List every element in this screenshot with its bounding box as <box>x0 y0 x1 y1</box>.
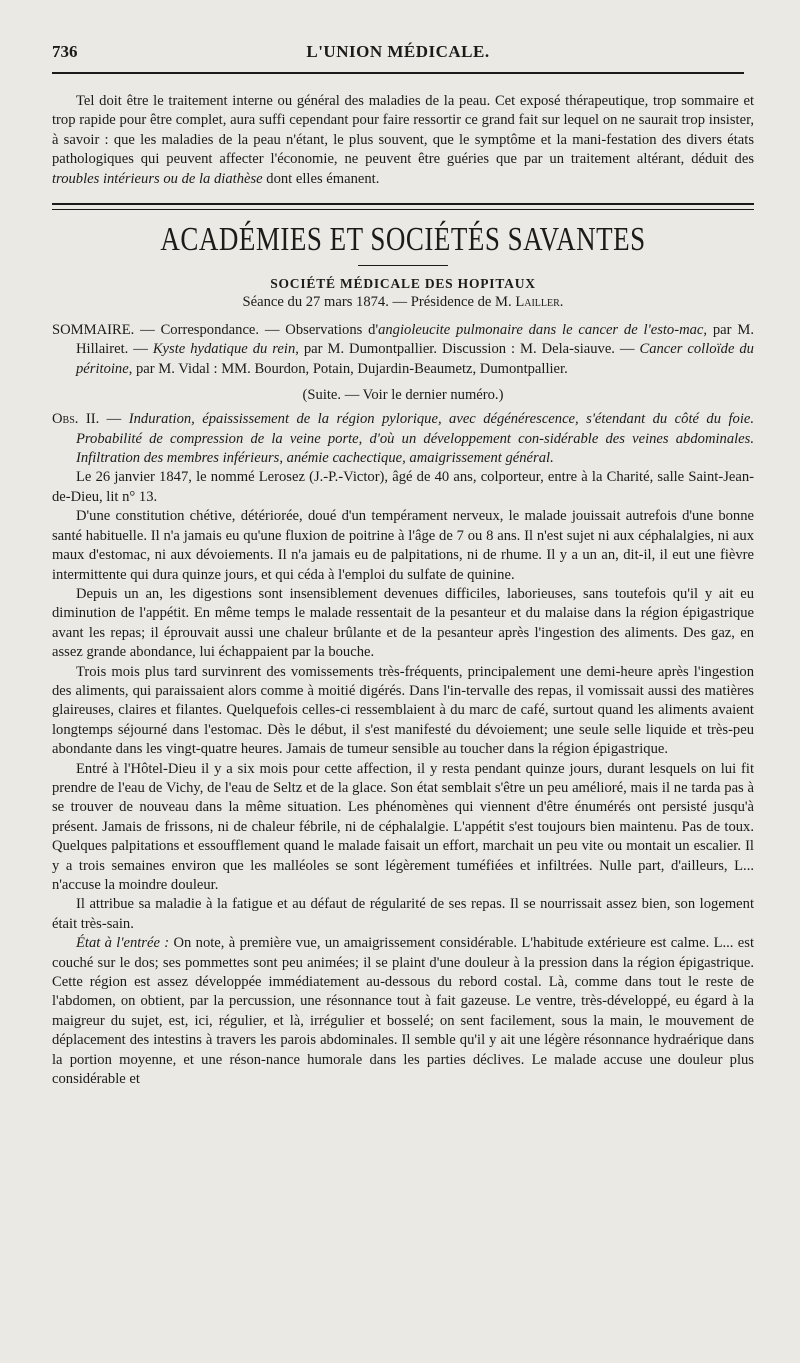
sommaire-italic-2: Kyste hydatique du rein <box>152 341 296 358</box>
sommaire-italic-3: Cancer colloïde du péritoine <box>76 341 754 377</box>
society-heading: SOCIÉTÉ MÉDICALE DES HOPITAUX <box>270 276 536 292</box>
section-divider <box>52 203 754 210</box>
sommaire-label: SOMMAIRE. <box>52 322 135 339</box>
seance-text: Séance du 27 mars 1874. — Présidence de M. <box>242 294 516 311</box>
body-paragraph-7 <box>52 934 754 1089</box>
running-head <box>52 38 744 74</box>
body-paragraph-3: Depuis un an, les digestions sont insensiblement devenues difficiles, laborieuses, sans toutefois qu'il y ait eu diminution de l'appétit. En même temps le malade ressentait de la pesanteur et du malaise dans la région épigastrique avant les repas; il éprouvait aussi une chaleur brûlante et de la pesanteur après l'ingestion des aliments. Des gaz, en assez grande abondance, lui échappaient par la bouche. <box>52 585 754 661</box>
sommaire-text-4: , par M. Vidal : MM. Bourdon, Potain, Dujardin-Beaumetz, Dumontpallier. <box>128 360 568 377</box>
section-title: ACADÉMIES ET SOCIÉTÉS SAVANTES <box>160 220 646 258</box>
body-paragraph-5: Entré à l'Hôtel-Dieu il y a six mois pour cette affection, il y resta pendant quinze jours, durant lesquels on lui fit prendre de l'eau de Vichy, de l'eau de Seltz et de la glace. Son état semblait s'être un peu amélioré, mais il ne tarda pas à se trouver de nouveau dans la même situation. Les phénomènes qui viennent d'être énumérés ont persisté jusqu'à présent. Jamais de frissons, ni de chaleur fébrile, ni de céphalalgie. L'appétit s'est toujours bien maintenu. Pas de toux. Quelques palpitations et essoufflement quand le malade faisait un effort, marchait un peu vite ou montait un escalier. Il y a trois semaines environ que les malléoles se sont légèrement tuméfiées et infiltrées. Nulle part, d'ailleurs, L... n'accuse la moindre douleur. <box>52 760 754 893</box>
title-rule <box>358 265 448 266</box>
intro-paragraph <box>52 92 754 189</box>
seance-line <box>52 294 754 311</box>
intro-text-end: dont elles émanent. <box>262 170 380 187</box>
body-paragraph-2: D'une constitution chétive, détériorée, doué d'un tempérament nerveux, le malade jouissait autrefois d'une bonne santé habituelle. Il n'a jamais eu qu'une fluxion de poitrine à l'âge de 7 ou 8 ans. Il n'est sujet ni aux céphalalgies, ni aux maux d'estomac, ni aux dévoiements. Il n'a jamais eu de palpitations, ni de rhume. Il y a un an, dit-il, il eut une fièvre intermittente qui dura quinze jours, et qui céda à l'emploi du sulfate de quinine. <box>52 508 754 583</box>
body-paragraph-6: Il attribue sa maladie à la fatigue et au défaut de régularité de ses repas. Il se nourrissait assez bien, son logement était très-sain. <box>52 896 754 932</box>
observation-dash: — <box>99 411 129 428</box>
body-paragraph-1: Le 26 janvier 1847, le nommé Lerosez (J.-P.-Victor), âgé de 40 ans, colporteur, entre à la Charité, salle Saint-Jean-de-Dieu, lit n° 13. <box>52 469 754 505</box>
sommaire-text-3: , par M. Dumontpallier. Discussion : M. Dela-siauve. — <box>295 341 640 358</box>
suite-note: (Suite. — Voir le dernier numéro.) <box>302 387 504 404</box>
sommaire-text-2: , par M. Hillairet. — <box>76 322 754 358</box>
sommaire-text-1: — Correspondance. — Observations d' <box>134 322 379 339</box>
sommaire <box>52 321 754 379</box>
seance-end: . <box>559 294 564 311</box>
intro-italic: troubles intérieurs ou de la diathèse <box>52 170 263 187</box>
observation-heading <box>52 410 754 468</box>
president-name: Lailler <box>515 294 560 311</box>
observation-title: Induration, épaississement de la région pylorique, avec dégénérescence, s'étendant du côté du foie. Probabilité de compression de la veine porte, d'où un développement con-sidérable des veines abdominales. Infiltration des membres inférieurs, anémie cachectique, amaigrissement général. <box>76 411 754 467</box>
intro-text: Tel doit être le traitement interne ou général des maladies de la peau. Cet exposé thérapeutique, trop sommaire et trop rapide pour être complet, aura suffi cependant pour faire ressortir ce grand fait sur lequel on ne saurait trop insister, à savoir : que les maladies de la peau n'étant, le plus souvent, que le symptôme et la mani-festation des divers états pathologiques qui peuvent affecter l'économie, ne peuvent être guéries que par un traitement altérant, déduit des <box>52 93 754 168</box>
observation-label: Obs. II. <box>52 411 100 428</box>
sommaire-italic-1: angioleucite pulmonaire dans le cancer de l'esto-mac <box>378 322 704 339</box>
journal-title: L'UNION MÉDICALE. <box>306 42 490 61</box>
body-paragraph-7-text: On note, à première vue, un amaigrissement considérable. L'habitude extérieure est calme. L... est couché sur le dos; ses pommettes sont peu animées; il se plaint d'une douleur à la pression dans la région épigastrique. Cette région est assez développée immédiatement au-dessous du rebord costal. Là, comme dans tout le reste de l'abdomen, on obtient, par la percussion, une résonnance tout à fait gazeuse. Le ventre, très-développé, eu égard à la maigreur du sujet, est, ici, régulier, et là, irrégulier et bosselé; on sent facilement, sous la main, le mouvement de déplacement des intestins à travers les parois abdominales. Il semble qu'il y ait une légère résonnance hydraérique dans la portion moyenne, et une réson-nance humorale dans les parties déclives. Le malade accuse une douleur plus considérable et <box>52 935 755 1088</box>
etat-label: État à l'entrée : <box>76 935 170 952</box>
body-paragraph-4: Trois mois plus tard survinrent des vomissements très-fréquents, principalement une demi-heure après l'ingestion des aliments, qui paraissaient alors comme à moitié digérés. Dans l'in-tervalle des repas, il vomissait aussi des matières glaireuses, claires et filantes. Quelquefois celles-ci ressemblaient à du marc de café, surtout quand les aliments avaient longtemps séjourné dans l'estomac. Dès le début, il s'est manifesté du dévoiement; une seule selle liquide et très-peu abondante dans les vingt-quatre heures. Jamais de tumeur sensible au toucher dans la région épigastrique. <box>52 663 754 758</box>
page-number: 736 <box>52 42 78 61</box>
